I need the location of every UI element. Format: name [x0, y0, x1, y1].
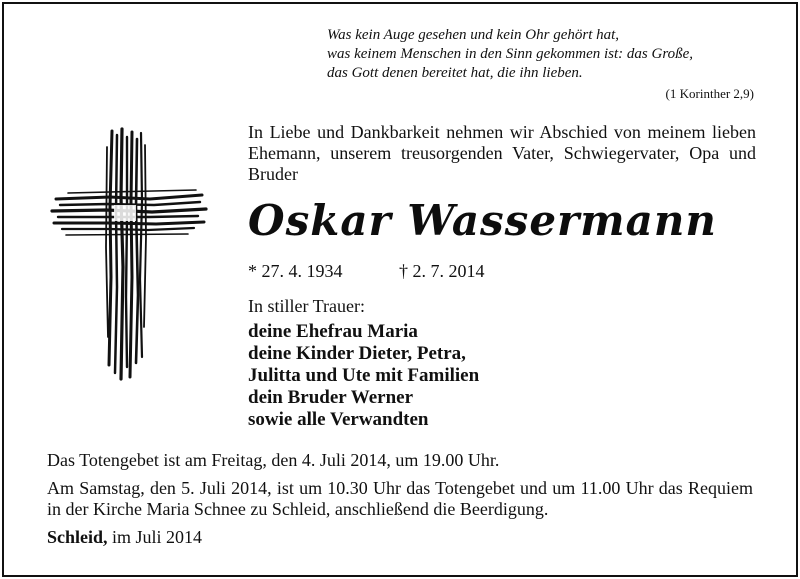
mourning-label: In stiller Trauer: — [248, 296, 365, 316]
mourner-line: Julitta und Ute mit Familien — [248, 365, 480, 386]
mourner-line: dein Bruder Werner — [248, 387, 414, 408]
quote-line: was keinem Menschen in den Sinn gekommen ist: das Große, — [327, 46, 694, 62]
mourner-line: deine Ehefrau Maria — [248, 321, 418, 342]
bible-quote — [327, 26, 767, 83]
intro-text: In Liebe und Dankbarkeit nehmen wir Abschied von meinem lieben Ehemann, unserem treusorgenden Vater, Schwiegervater, Opa und Bruder — [248, 122, 756, 184]
place-name: Schleid, — [47, 527, 108, 547]
requiem-notice: Am Samstag, den 5. Juli 2014, ist um 10.30 Uhr das Totengebet und um 11.00 Uhr das Requiem in der Kirche Maria Schnee zu Schleid, anschließend die Beerdigung. — [47, 478, 753, 519]
closing-date: im Juli 2014 — [107, 527, 203, 547]
deceased-name: Oskar Wassermann — [248, 196, 717, 245]
mourners-list — [248, 321, 479, 431]
death-date: † 2. 7. 2014 — [399, 261, 485, 281]
life-dates — [248, 261, 485, 282]
quote-source: (1 Korinther 2,9) — [665, 86, 754, 101]
mourner-line: deine Kinder Dieter, Petra, — [248, 343, 466, 364]
quote-line: das Gott denen bereitet hat, die ihn lieben. — [327, 65, 583, 81]
birth-date: * 27. 4. 1934 — [248, 261, 343, 281]
mourner-line: sowie alle Verwandten — [248, 409, 429, 430]
prayer-notice: Das Totengebet ist am Freitag, den 4. Juli 2014, um 19.00 Uhr. — [47, 450, 500, 470]
quote-line: Was kein Auge gesehen und kein Ohr gehört hat, — [327, 27, 620, 43]
sketched-cross-icon — [50, 127, 210, 387]
place-date-line — [47, 527, 202, 548]
